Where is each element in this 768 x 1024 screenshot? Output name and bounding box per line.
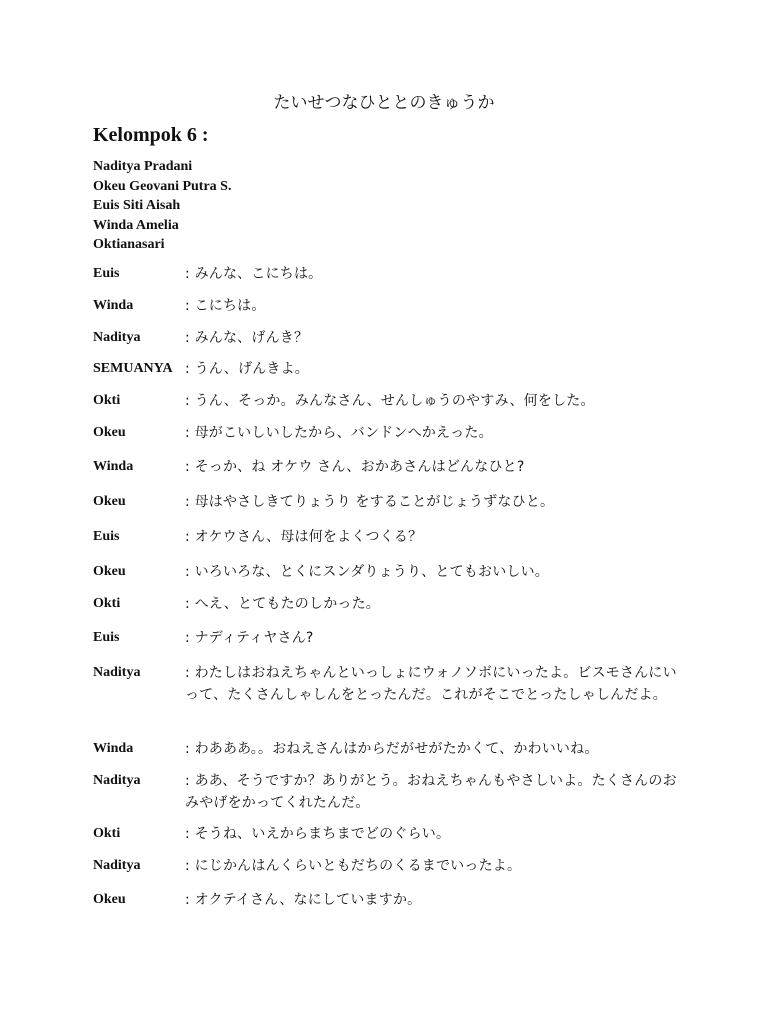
- dialogue-line: [93, 422, 683, 444]
- dialogue-line: [93, 263, 683, 285]
- dialogue-line: [93, 593, 683, 615]
- dialogue-line: [93, 491, 683, 513]
- speaker-name: Euis: [93, 266, 120, 281]
- dialogue-line: [93, 327, 683, 349]
- member-name: Naditya Pradani: [93, 159, 193, 174]
- dialogue-text: : にじかんはんくらいともだちのくるまでいったよ。: [185, 858, 522, 874]
- speaker-name: Euis: [93, 529, 120, 544]
- speaker-name: Naditya: [93, 773, 141, 788]
- dialogue-text: : いろいろな、とくにスンダりょうり、とてもおいしい。: [185, 564, 550, 580]
- dialogue-text: : ああ、そうですか？ありがとう。おねえちゃんもやさしいよ。たくさんのおみやげをかってくれたんだ。: [185, 773, 677, 811]
- member-list: [93, 157, 231, 255]
- dialogue-text: : ナディティヤさん?: [185, 630, 314, 646]
- dialogue-line: [93, 390, 683, 412]
- dialogue-text: : みんな、げんき？: [185, 330, 309, 346]
- speaker-name: Naditya: [93, 665, 141, 680]
- dialogue-line: [93, 561, 683, 583]
- dialogue-line: [93, 770, 683, 814]
- member-name: Okeu Geovani Putra S.: [93, 178, 232, 194]
- speaker-name: Euis: [93, 630, 120, 645]
- dialogue-line: [93, 738, 683, 760]
- speaker-name: Okti: [93, 393, 121, 408]
- dialogue-text: : オケウさん、母は何をよくつくる？: [185, 529, 423, 545]
- dialogue-text: : へえ、とてもたのしかった。: [185, 596, 381, 612]
- dialogue-text: : うん、そっか。みんなさん、せんしゅうのやすみ、何をした。: [185, 393, 595, 409]
- dialogue-line: [93, 358, 683, 380]
- dialogue-text: : みんな、こにちは。: [185, 266, 323, 282]
- dialogue-text: : こにちは。: [185, 298, 266, 314]
- dialogue-line: [93, 889, 683, 911]
- speaker-name: Okeu: [93, 564, 126, 579]
- page-title: たいせつなひととのきゅうか: [273, 93, 495, 113]
- speaker-name: Naditya: [93, 330, 141, 345]
- speaker-name: Naditya: [93, 858, 141, 873]
- speaker-name: Winda: [93, 459, 134, 474]
- speaker-name: Winda: [93, 741, 134, 756]
- dialogue-line: [93, 295, 683, 317]
- dialogue-text: : わたしはおねえちゃんといっしょにウォノソボにいったよ。ビスモさんにいって、たくさんしゃしんをとったんだ。これがそこでとったしゃしんだよ。: [185, 665, 677, 703]
- speaker-name: Okti: [93, 596, 121, 611]
- dialogue-text: : オクテイさん、なにしていますか。: [185, 892, 422, 908]
- group-heading: Kelompok 6 :: [93, 124, 209, 146]
- dialogue-text: : そうね、いえからまちまでどのぐらい。: [185, 826, 451, 842]
- speaker-name: Okeu: [93, 425, 126, 440]
- dialogue-line: [93, 855, 683, 877]
- speaker-name: Okeu: [93, 892, 126, 907]
- dialogue-line: [93, 823, 683, 845]
- dialogue-text: : そっか、ね オケウ さん、おかあさんはどんなひと?: [185, 459, 525, 475]
- speaker-name: Okti: [93, 826, 121, 841]
- speaker-name: Winda: [93, 298, 134, 313]
- dialogue-line: [93, 456, 683, 478]
- dialogue-text: : 母がこいしいしたから、バンドンへかえった。: [185, 425, 493, 441]
- dialogue-text: : 母はやさしきてりょうり をすることがじょうずなひと。: [185, 494, 555, 510]
- member-name: Oktianasari: [93, 237, 165, 252]
- dialogue-text: : うん、げんきよ。: [185, 361, 310, 377]
- dialogue-text: : わあああ。。おねえさんはからだがせがたかくて、かわいいね。: [185, 741, 599, 757]
- speaker-name: Okeu: [93, 494, 126, 509]
- member-name: Euis Siti Aisah: [93, 198, 181, 213]
- member-name: Winda Amelia: [93, 217, 179, 233]
- speaker-name: SEMUANYA: [93, 361, 173, 376]
- dialogue-line: [93, 627, 683, 649]
- dialogue-line: [93, 662, 683, 706]
- dialogue-line: [93, 526, 683, 548]
